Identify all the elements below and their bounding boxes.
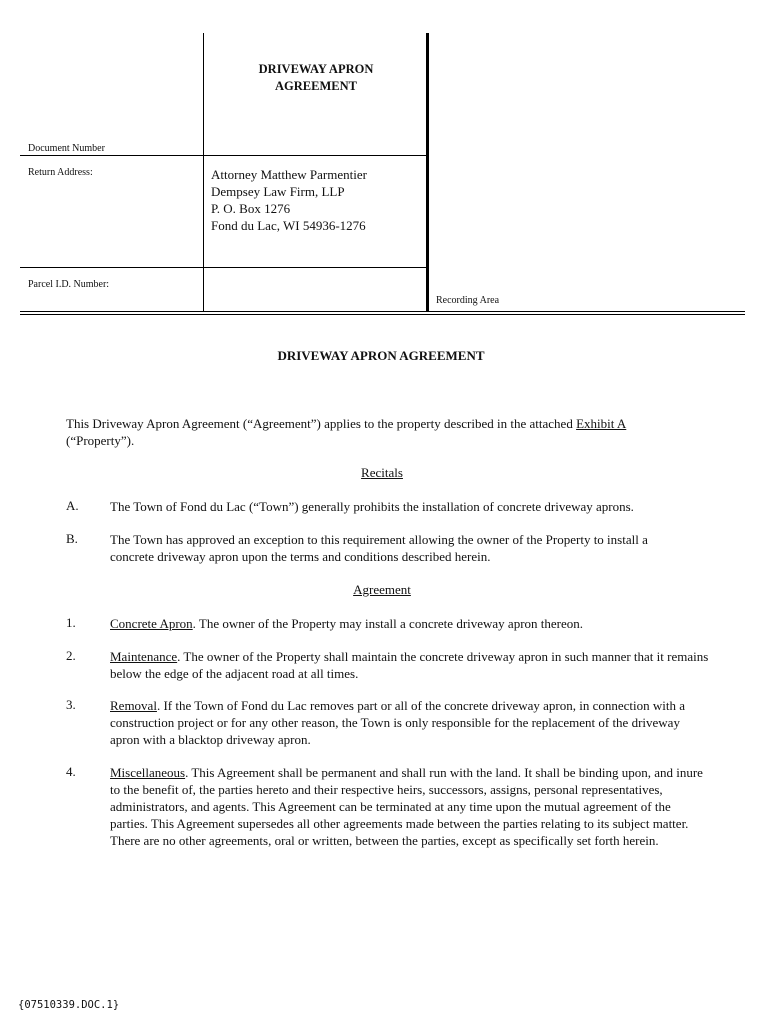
intro-text: This Driveway Apron Agreement (“Agreement”) applies to the property described in the attached bbox=[66, 416, 577, 431]
item-3 bbox=[110, 697, 710, 748]
item-1-text: . The owner of the Property may install a concrete driveway apron thereon. bbox=[192, 616, 584, 631]
recitals-heading: Recitals bbox=[361, 465, 403, 480]
item-label-3: 3. bbox=[66, 697, 76, 712]
item-2-text: . The owner of the Property shall maintain the concrete driveway apron in such manner that it remains below the edge of the adjacent road at all times. bbox=[110, 649, 709, 681]
item-2 bbox=[110, 648, 710, 682]
header-divider-left bbox=[203, 33, 204, 311]
recording-area-label: Recording Area bbox=[436, 295, 500, 306]
header-title-line2: AGREEMENT bbox=[275, 79, 357, 93]
header-rule-2 bbox=[20, 267, 428, 268]
exhibit-a-link: Exhibit A bbox=[576, 416, 627, 431]
parcel-id-label: Parcel I.D. Number: bbox=[28, 279, 110, 290]
return-address bbox=[211, 166, 367, 234]
recital-label-b: B. bbox=[66, 531, 78, 546]
return-address-line: Dempsey Law Firm, LLP bbox=[211, 184, 345, 199]
item-label-1: 1. bbox=[66, 615, 76, 630]
document-number-label: Document Number bbox=[28, 143, 105, 154]
item-1 bbox=[110, 615, 710, 632]
item-4 bbox=[110, 764, 710, 849]
return-address-line: Attorney Matthew Parmentier bbox=[211, 167, 367, 182]
document-title: DRIVEWAY APRON AGREEMENT bbox=[277, 348, 485, 363]
header-rule-1 bbox=[20, 155, 428, 156]
header-title-line1: DRIVEWAY APRON bbox=[258, 62, 374, 76]
item-label-4: 4. bbox=[66, 764, 76, 779]
item-1-title: Concrete Apron bbox=[110, 616, 193, 631]
return-address-label: Return Address: bbox=[28, 167, 93, 178]
agreement-heading: Agreement bbox=[353, 582, 411, 597]
intro-paragraph bbox=[66, 415, 706, 449]
document-id-footer: {07510339.DOC.1} bbox=[18, 999, 120, 1011]
recital-a-text: The Town of Fond du Lac (“Town”) generally prohibits the installation of concrete driveway aprons. bbox=[110, 499, 634, 514]
recital-label-a: A. bbox=[66, 498, 79, 513]
header-rule-bottom-2 bbox=[20, 314, 745, 315]
item-4-title: Miscellaneous bbox=[110, 765, 186, 780]
item-label-2: 2. bbox=[66, 648, 76, 663]
header-rule-bottom-1 bbox=[20, 311, 745, 312]
item-4-text: . This Agreement shall be permanent and shall run with the land. It shall be binding upon, and inure to the benefit of, the parties hereto and their respective heirs, successors, assigns, personal representatives, administrators, and agents. This Agreement can be terminated at any time upon the mutual agreement of the parties. This Agreement supersedes all other agreements made between the parties relating to its subject matter. There are no other agreements, oral or written, between the parties, except as specifically set forth herein. bbox=[110, 765, 703, 848]
return-address-line: P. O. Box 1276 bbox=[211, 201, 291, 216]
intro-text-end: (“Property”). bbox=[66, 433, 135, 448]
item-2-title: Maintenance bbox=[110, 649, 178, 664]
recital-b-text: The Town has approved an exception to this requirement allowing the owner of the Property to install a concrete driveway apron upon the terms and conditions described herein. bbox=[110, 532, 648, 564]
item-3-text: . If the Town of Fond du Lac removes part or all of the concrete driveway apron, in connection with a construction project or for any other reason, the Town is only responsible for the replacement of the driveway apron with a blacktop driveway apron. bbox=[110, 698, 686, 747]
header-title bbox=[205, 61, 427, 95]
item-3-title: Removal bbox=[110, 698, 157, 713]
return-address-line: Fond du Lac, WI 54936-1276 bbox=[211, 218, 366, 233]
